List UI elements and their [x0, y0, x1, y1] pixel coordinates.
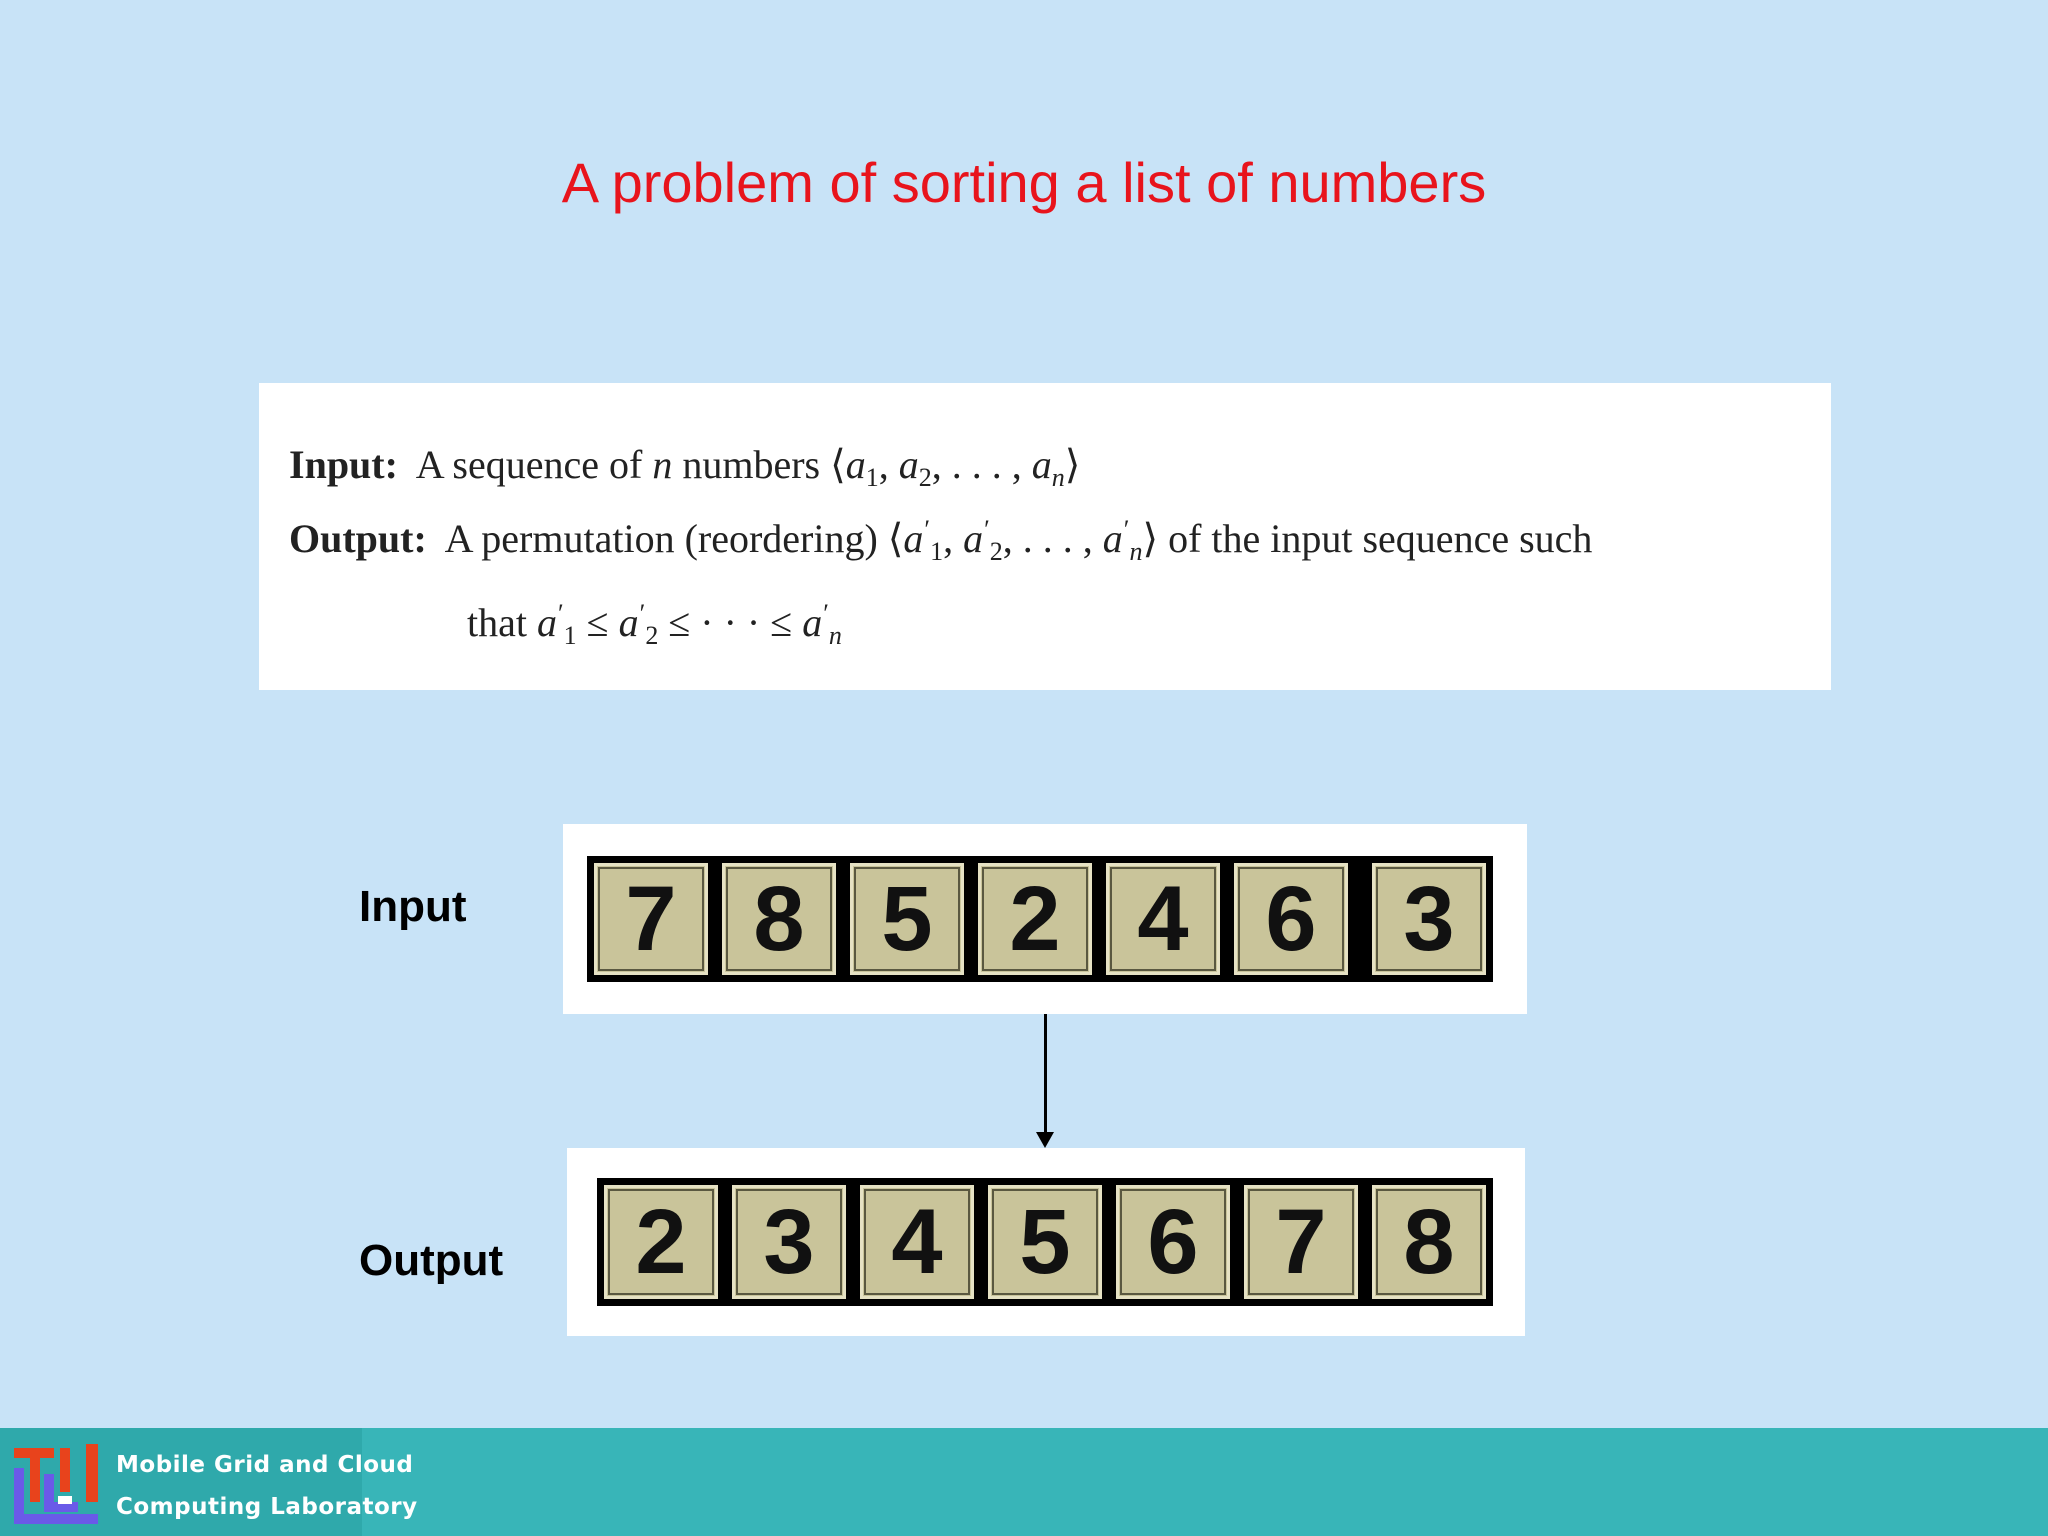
array-cell-value: 8	[722, 863, 836, 975]
output-array-panel	[567, 1148, 1525, 1336]
array-cell	[853, 1178, 981, 1306]
array-cell	[587, 856, 715, 982]
array-cell-value: 4	[860, 1185, 974, 1299]
array-cell	[843, 856, 971, 982]
array-cell-value: 7	[1244, 1185, 1358, 1299]
lab-logo-icon	[14, 1444, 118, 1524]
array-cell	[597, 1178, 725, 1306]
sort-arrow-head	[1036, 1132, 1054, 1148]
output-array	[597, 1178, 1493, 1306]
array-cell	[1237, 1178, 1365, 1306]
array-cell-value: 7	[594, 863, 708, 975]
array-cell-value: 8	[1372, 1185, 1486, 1299]
array-cell	[1365, 856, 1493, 982]
input-label: Input	[359, 882, 467, 931]
array-cell	[1227, 856, 1355, 982]
input-definition-label: Input:	[289, 442, 398, 487]
output-definition-continued: that $a'_1 \le a'_2$ ≤ · · · ≤ $a'_n$	[467, 599, 842, 650]
lab-name-line1: Mobile Grid and Cloud	[116, 1452, 414, 1478]
array-cell	[1365, 1178, 1493, 1306]
array-cell-value: 2	[978, 863, 1092, 975]
output-label: Output	[359, 1236, 504, 1285]
array-cell-value: 6	[1116, 1185, 1230, 1299]
array-cell	[725, 1178, 853, 1306]
output-definition: Output: A permutation (reordering) $⟨a'_1$, $a'_2$, . . . , $a'_n⟩$ of the input sequence such	[289, 515, 1593, 566]
input-array-panel	[563, 824, 1527, 1014]
lab-logo-block	[0, 1428, 418, 1536]
array-cell-value: 5	[988, 1185, 1102, 1299]
array-cell	[715, 856, 843, 982]
array-cell-value: 4	[1106, 863, 1220, 975]
array-cell	[1109, 1178, 1237, 1306]
sorting-definition-box	[259, 383, 1831, 690]
array-cell-value: 5	[850, 863, 964, 975]
array-cell-value: 6	[1234, 863, 1348, 975]
input-definition: Input: A sequence of n numbers $⟨a_1$, $a_2$, . . . , $a_n⟩$	[289, 442, 1081, 492]
array-cell-value: 3	[732, 1185, 846, 1299]
lab-name-line2: Computing Laboratory	[116, 1494, 418, 1520]
input-array	[587, 856, 1493, 982]
footer-bar	[0, 1428, 2048, 1536]
array-cell	[981, 1178, 1109, 1306]
slide-title: A problem of sorting a list of numbers	[561, 151, 1487, 214]
array-cell	[971, 856, 1099, 982]
array-cell-value: 3	[1372, 863, 1486, 975]
array-cell	[1099, 856, 1227, 982]
sort-arrow	[1044, 1014, 1047, 1144]
output-definition-label: Output:	[289, 516, 427, 561]
array-cell-value: 2	[604, 1185, 718, 1299]
